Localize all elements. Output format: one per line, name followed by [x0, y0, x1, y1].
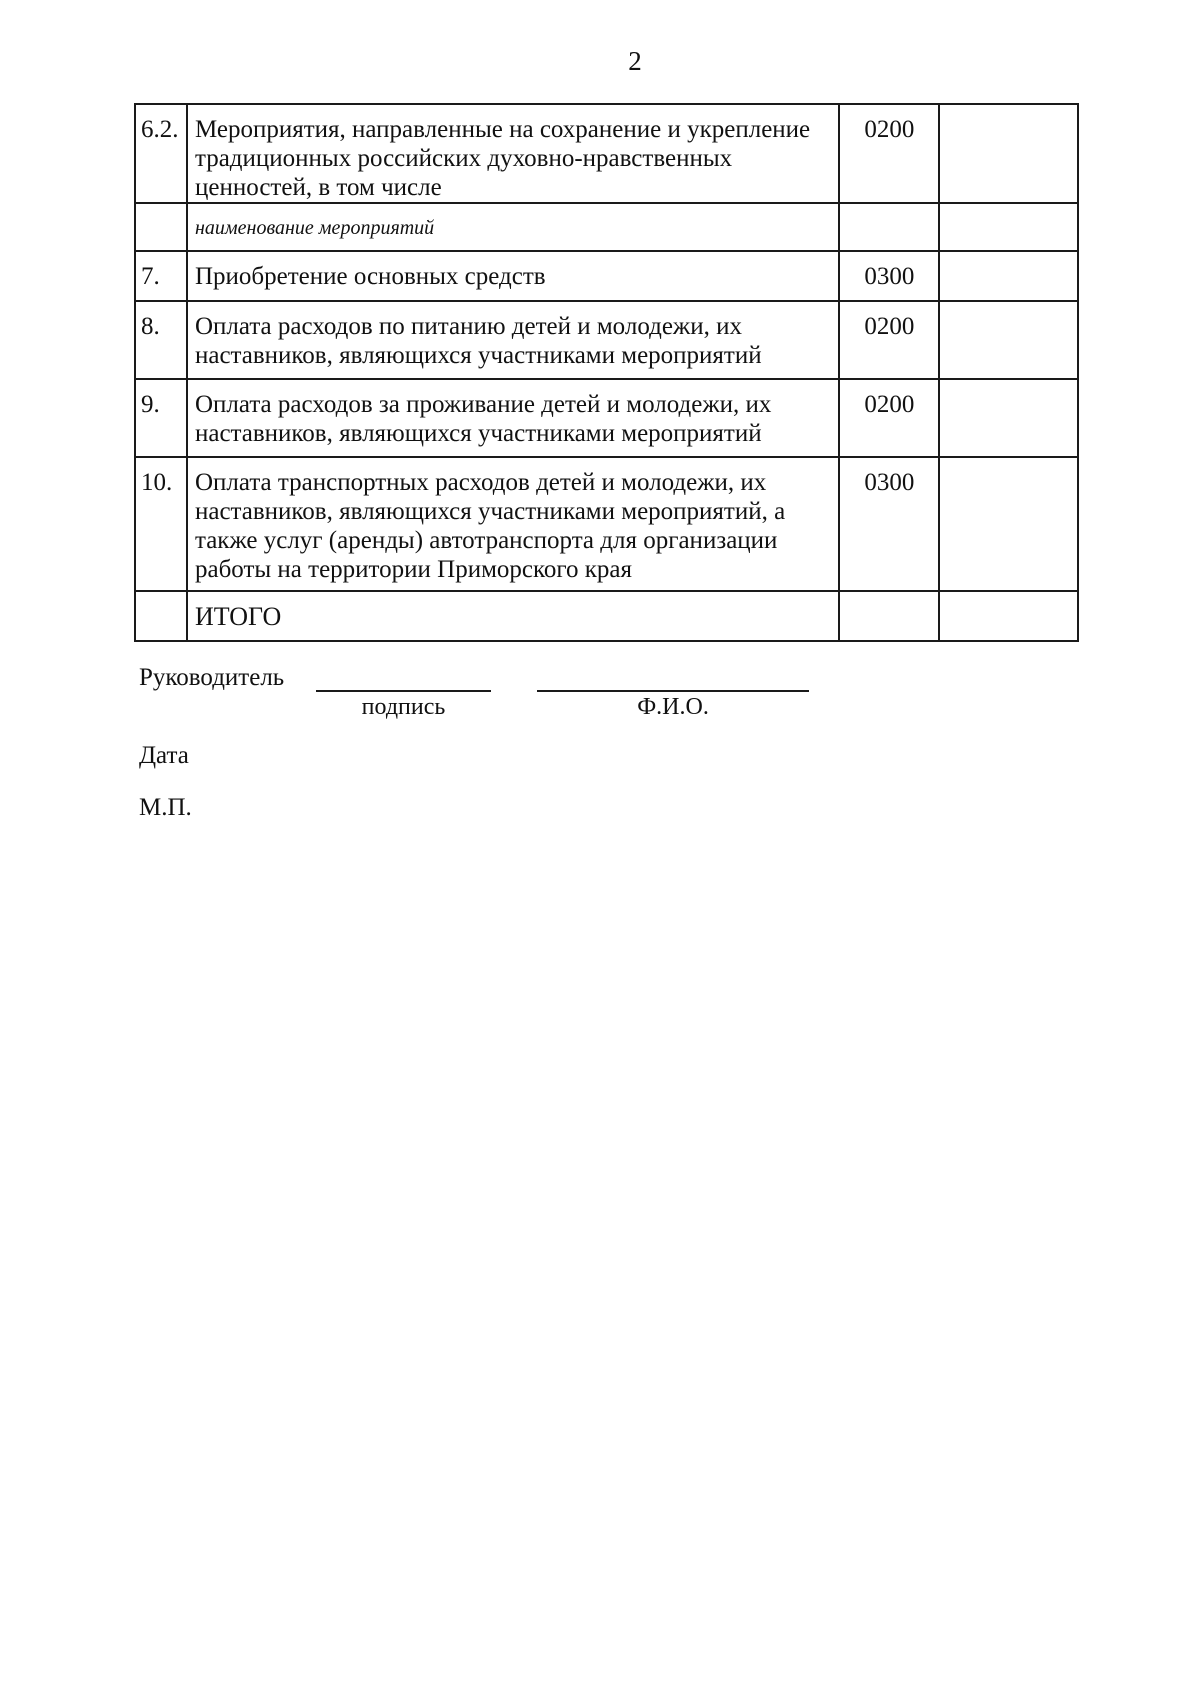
table-row	[135, 203, 1078, 251]
row-code: 0200	[839, 379, 939, 457]
row-number: 7.	[135, 251, 187, 301]
table-row	[135, 104, 1078, 203]
row-value	[939, 104, 1078, 203]
row-code: 0300	[839, 457, 939, 591]
row-code: 0200	[839, 104, 939, 203]
row-value	[939, 251, 1078, 301]
head-label: Руководитель	[139, 664, 285, 691]
signature-caption: подпись	[361, 694, 446, 720]
table-row	[135, 379, 1078, 457]
signature-line	[316, 690, 491, 692]
fio-caption: Ф.И.О.	[637, 694, 709, 720]
row-number: 8.	[135, 301, 187, 379]
table-row	[135, 457, 1078, 591]
row-description: Оплата расходов за проживание детей и молодежи, их наставников, являющихся участниками мероприятий	[187, 379, 840, 457]
row-code: 0200	[839, 301, 939, 379]
table-row	[135, 301, 1078, 379]
date-label: Дата	[139, 742, 189, 769]
row-code: 0300	[839, 251, 939, 301]
total-label: ИТОГО	[187, 591, 840, 641]
row-number	[135, 203, 187, 251]
row-description: Приобретение основных средств	[187, 251, 840, 301]
row-value	[939, 457, 1078, 591]
row-description: наименование мероприятий	[187, 203, 840, 251]
row-number	[135, 591, 187, 641]
row-value	[939, 301, 1078, 379]
row-value	[939, 203, 1078, 251]
expense-table	[134, 103, 1079, 642]
row-description: Мероприятия, направленные на сохранение и укрепление традиционных российских духовно-нравственных ценностей, в том числе	[187, 104, 840, 203]
row-value	[939, 379, 1078, 457]
stamp-label: М.П.	[139, 794, 192, 821]
row-number: 10.	[135, 457, 187, 591]
table-row	[135, 251, 1078, 301]
row-description: Оплата транспортных расходов детей и молодежи, их наставников, являющихся участниками мероприятий, а также услуг (аренды) автотранспорта для организации работы на территории Приморского края	[187, 457, 840, 591]
total-value	[939, 591, 1078, 641]
row-description: Оплата расходов по питанию детей и молодежи, их наставников, являющихся участниками мероприятий	[187, 301, 840, 379]
row-number: 9.	[135, 379, 187, 457]
page-number: 2	[628, 46, 642, 76]
row-number: 6.2.	[135, 104, 187, 203]
row-code	[839, 203, 939, 251]
table-row	[135, 591, 1078, 641]
row-code	[839, 591, 939, 641]
fio-line	[537, 690, 809, 692]
